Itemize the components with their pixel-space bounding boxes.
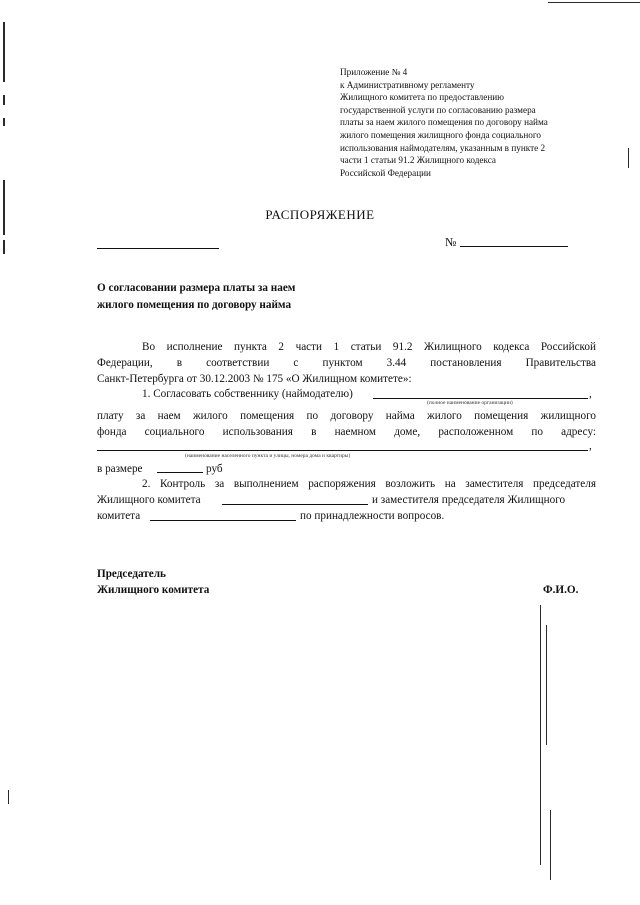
- item2-line-2b: и заместителя председателя Жилищного: [372, 494, 566, 506]
- signature-name: Ф.И.О.: [543, 584, 579, 596]
- appendix-line: к Административному регламенту: [340, 79, 475, 90]
- appendix-line: государственной услуги по согласованию размера: [340, 104, 536, 115]
- appendix-line: Жилищного комитета по предоставлению: [340, 92, 505, 103]
- scan-mark-left-low: [3, 240, 5, 254]
- item2-line-3a: комитета: [97, 510, 141, 522]
- scan-mark-top-right: [548, 2, 640, 3]
- scan-mark-right-col3: [550, 810, 551, 880]
- amount-suffix: руб: [206, 463, 223, 475]
- subject-line-2: жилого помещения по договору найма: [97, 299, 292, 311]
- scan-mark-left-mid2: [3, 118, 5, 126]
- amount-prefix: в размере: [97, 463, 143, 475]
- subject-line-1: О согласовании размера платы за наем: [97, 282, 296, 294]
- deputy-1-line: [222, 504, 368, 505]
- address-line: [97, 450, 588, 451]
- deputy-2-line: [150, 520, 296, 521]
- scan-mark-right-edge: [628, 148, 629, 168]
- owner-name-line: [373, 398, 588, 399]
- number-label: №: [445, 235, 457, 249]
- scan-mark-left-top: [3, 22, 5, 82]
- date-line: [97, 248, 219, 249]
- number-line: [460, 246, 568, 247]
- signature-position-line-2: Жилищного комитета: [97, 584, 210, 596]
- appendix-line: части 1 статьи 91.2 Жилищного кодекса: [340, 155, 496, 166]
- item1-start: 1. Согласовать собственнику (наймодателю): [142, 388, 353, 400]
- subject-heading: [97, 280, 437, 314]
- intro-line-3: Санкт-Петербурга от 30.12.2003 № 175 «О Жилищном комитете»:: [97, 373, 412, 385]
- scan-mark-right-col2: [546, 625, 547, 745]
- item1-line-3: фонда социального использования в наемном доме, расположенном по адресу:: [97, 426, 596, 438]
- item2-line-2a: Жилищного комитета: [97, 494, 201, 506]
- item2-line-3b: по принадлежности вопросов.: [300, 510, 445, 522]
- appendix-block: [340, 66, 595, 179]
- amount-line: [157, 472, 203, 473]
- document-title: РАСПОРЯЖЕНИЕ: [265, 207, 375, 222]
- item1-line-2: плату за наем жилого помещения по договору найма жилого помещения жилищного: [97, 410, 596, 422]
- item2-line-1: 2. Контроль за выполнением распоряжения возложить на заместителя председателя: [142, 478, 596, 490]
- scan-mark-right-col1: [540, 605, 541, 865]
- appendix-line: Приложение № 4: [340, 67, 408, 77]
- item1-comma-2: ,: [589, 440, 592, 452]
- intro-line-1: Во исполнение пункта 2 части 1 статьи 91.2 Жилищного кодекса Российской: [142, 341, 596, 353]
- appendix-line: платы за наем жилого помещения по договору найма: [340, 117, 548, 128]
- appendix-line: Российской Федерации: [340, 167, 431, 178]
- appendix-line: жилого помещения жилищного фонда социального: [340, 129, 541, 140]
- signature-position-line-1: Председатель: [97, 568, 166, 580]
- caption-org: (полное наименование организации): [427, 400, 513, 406]
- caption-address: (наименование населенного пункта и улицы, номера дома и квартиры): [185, 453, 351, 459]
- signature-position: [97, 566, 209, 598]
- scan-mark-left-bottom: [8, 790, 9, 804]
- scan-mark-left-mid: [3, 95, 5, 105]
- item1-comma: ,: [589, 388, 592, 400]
- intro-line-2: Федерации, в соответствии с пунктом 3.44 постановления Правительства: [97, 357, 596, 369]
- appendix-line: использования наймодателям, указанным в пункте 2: [340, 142, 546, 153]
